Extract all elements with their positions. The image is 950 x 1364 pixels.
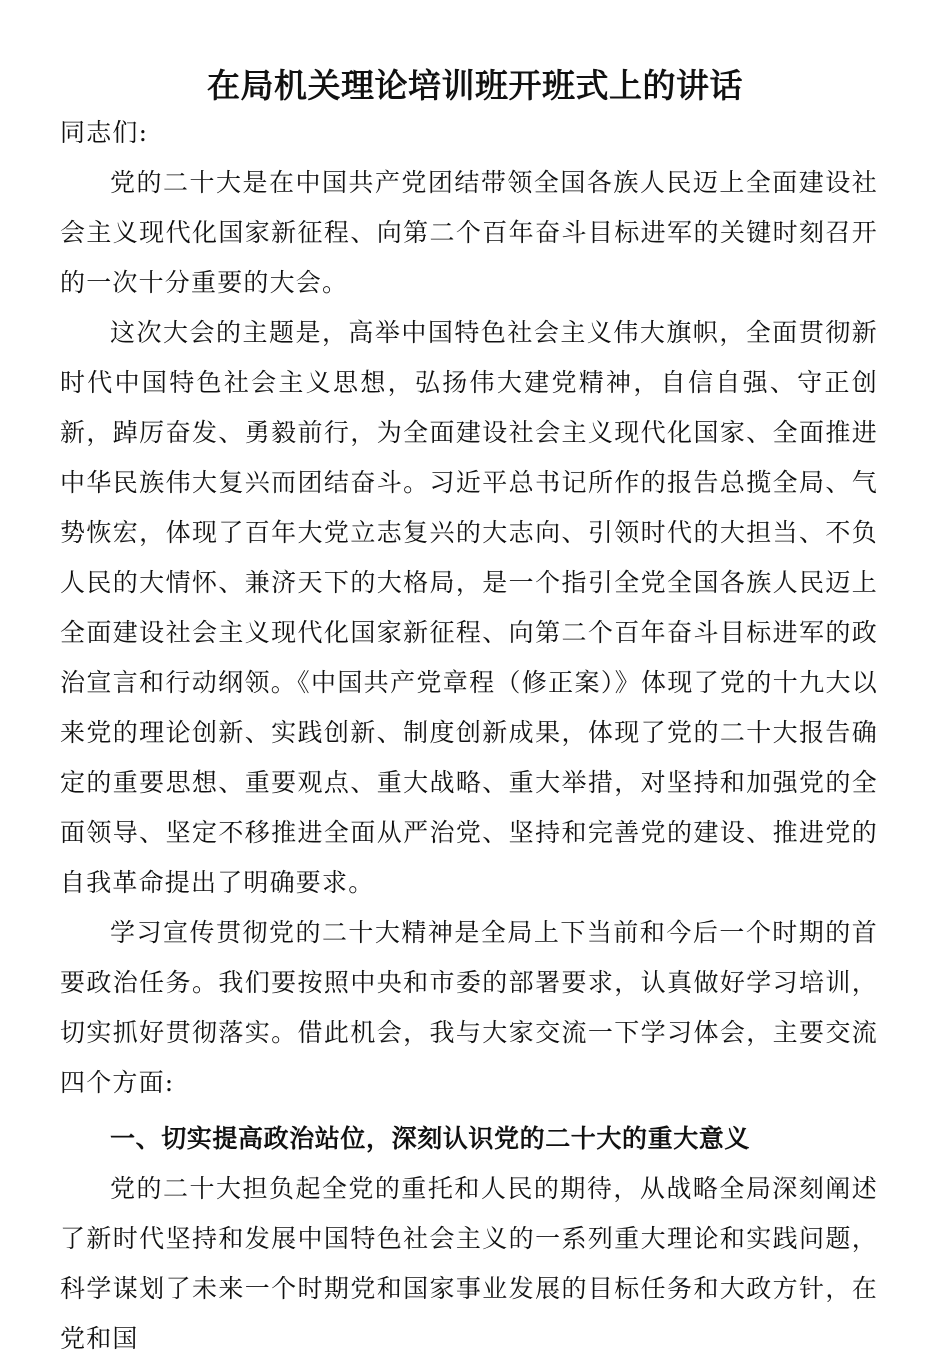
section-1-paragraph: 党的二十大担负起全党的重托和人民的期待，从战略全局深刻阐述了新时代坚持和发展中国特色社会主义的一系列重大理论和实践问题，科学谋划了未来一个时期党和国家事业发展的目标任务和大政方针，在党和国 xyxy=(60,1174,878,1353)
paragraph-intro: 党的二十大是在中国共产党团结带领全国各族人民迈上全面建设社会主义现代化国家新征程、向第二个百年奋斗目标进军的关键时刻召开的一次十分重要的大会。 xyxy=(60,168,878,297)
paragraph-theme: 这次大会的主题是，高举中国特色社会主义伟大旗帜，全面贯彻新时代中国特色社会主义思想，弘扬伟大建党精神，自信自强、守正创新，踔厉奋发、勇毅前行，为全面建设社会主义现代化国家、全面推进中华民族伟大复兴而团结奋斗。习近平总书记所作的报告总揽全局、气势恢宏，体现了百年大党立志复兴的大志向、引领时代的大担当、不负人民的大情怀、兼济天下的大格局，是一个指引全党全国各族人民迈上全面建设社会主义现代化国家新征程、向第二个百年奋斗目标进军的政治宣言和行动纲领。《中国共产党章程（修正案）》体现了党的十九大以来党的理论创新、实践创新、制度创新成果，体现了党的二十大报告确定的重要思想、重要观点、重大战略、重大举措，对坚持和加强党的全面领导、坚定不移推进全面从严治党、坚持和完善党的建设、推进党的自我革命提出了明确要求。 xyxy=(60,318,878,897)
paragraph-task: 学习宣传贯彻党的二十大精神是全局上下当前和今后一个时期的首要政治任务。我们要按照中央和市委的部署要求，认真做好学习培训，切实抓好贯彻落实。借此机会，我与大家交流一下学习体会，主要交流四个方面: xyxy=(60,918,878,1097)
salutation: 同志们: xyxy=(60,118,149,147)
document-title: 在局机关理论培训班开班式上的讲话 xyxy=(207,66,743,105)
section-1-heading: 一、切实提高政治站位，深刻认识党的二十大的重大意义 xyxy=(110,1124,751,1153)
